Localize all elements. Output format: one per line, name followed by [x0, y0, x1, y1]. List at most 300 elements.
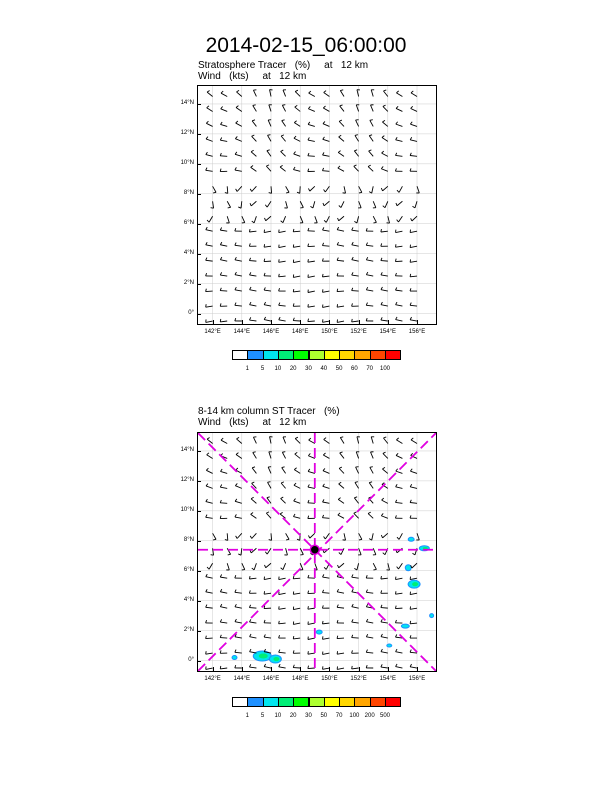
wind-barb — [352, 619, 359, 623]
wind-barb — [337, 227, 344, 231]
wind-barb — [354, 497, 358, 504]
wind-barb — [352, 650, 359, 653]
wind-barb — [381, 605, 388, 608]
wind-barb — [220, 574, 227, 578]
wind-barb — [343, 186, 346, 193]
wind-barb — [252, 135, 257, 141]
wind-barb — [410, 635, 417, 638]
wind-barb — [206, 289, 213, 292]
wind-barb — [308, 228, 315, 231]
wind-barb — [293, 591, 300, 594]
wind-barb — [236, 90, 241, 96]
tracer-contour — [401, 624, 409, 628]
wind-barb — [340, 452, 344, 459]
colorbar-label: 30 — [305, 366, 312, 372]
wind-barb — [220, 303, 227, 306]
wind-barb — [352, 227, 359, 231]
wind-barb — [396, 664, 403, 668]
wind-barb — [220, 288, 227, 291]
wind-barb — [279, 621, 286, 624]
wind-barb — [324, 91, 330, 97]
y-tick-label: 10°N — [180, 159, 194, 166]
wind-barb — [206, 666, 213, 669]
wind-barb — [235, 483, 241, 488]
wind-barb — [251, 150, 256, 156]
wind-barb — [370, 452, 373, 459]
wind-barb — [381, 513, 388, 518]
wind-barb — [381, 258, 388, 261]
wind-barb — [356, 467, 359, 474]
wind-barb — [366, 575, 373, 578]
wind-barb — [252, 467, 256, 474]
wind-barb — [396, 91, 402, 97]
wind-barb — [396, 649, 403, 653]
wind-barb — [396, 106, 402, 111]
x-tick-mark — [359, 320, 360, 324]
wind-barb — [366, 243, 373, 247]
wind-barb — [322, 274, 329, 277]
panel1-title: Stratosphere Tracer (%) at 12 km — [198, 60, 369, 71]
wind-barb — [250, 634, 257, 638]
wind-barb — [235, 575, 242, 578]
wind-barb — [207, 437, 212, 443]
wind-barb — [410, 245, 417, 248]
wind-barb — [251, 166, 257, 172]
wind-barb — [265, 563, 271, 568]
colorbar-label: 30 — [305, 713, 312, 719]
wind-barb — [293, 274, 300, 277]
wind-barb — [282, 105, 285, 112]
tracer-contour — [316, 630, 322, 634]
wind-barb — [206, 152, 213, 156]
wind-barb — [293, 229, 300, 232]
wind-barb — [206, 636, 213, 639]
wind-barb — [370, 120, 373, 127]
wind-barb — [308, 244, 315, 247]
wind-barb — [252, 120, 256, 127]
x-tick-label: 146°E — [262, 329, 280, 335]
wind-barb — [397, 563, 403, 569]
wind-barb — [381, 576, 388, 579]
wind-barb — [322, 590, 329, 593]
wind-barb — [293, 607, 300, 610]
wind-barb — [206, 515, 213, 519]
tracer-contour — [232, 656, 237, 660]
wind-barb — [264, 317, 271, 321]
wind-barb — [352, 272, 359, 276]
wind-barb — [297, 186, 300, 193]
wind-barb — [249, 664, 256, 668]
colorbar-swatch — [339, 350, 355, 360]
wind-barb — [395, 606, 402, 609]
y-tick-mark — [197, 451, 201, 452]
wind-barb — [411, 91, 417, 97]
wind-barb — [381, 186, 387, 191]
panel1-subtitle: Wind (kts) at 12 km — [198, 71, 307, 82]
wind-barb — [236, 533, 242, 538]
wind-barb — [206, 273, 213, 276]
wind-barb — [366, 272, 373, 276]
wind-barb — [236, 186, 242, 191]
colorbar-label: 70 — [366, 366, 374, 372]
wind-barb — [337, 304, 344, 307]
wind-barb — [280, 512, 285, 518]
wind-barb — [382, 467, 387, 473]
wind-barb — [206, 168, 213, 172]
wind-barb — [368, 512, 373, 518]
wind-barb — [250, 619, 257, 623]
wind-barb — [381, 590, 388, 593]
wind-barb — [337, 258, 344, 262]
wind-barb — [396, 122, 403, 127]
wind-barb — [235, 257, 242, 261]
tracer-contour — [408, 537, 414, 541]
wind-barb — [206, 574, 213, 578]
wind-barb — [396, 484, 403, 488]
wind-barb — [249, 576, 256, 579]
y-tick-label: 6°N — [183, 219, 194, 226]
wind-barb — [340, 437, 344, 444]
wind-barb — [366, 619, 373, 623]
wind-barb — [300, 201, 303, 208]
wind-barb — [279, 577, 286, 580]
wind-barb — [308, 259, 315, 262]
wind-barb — [238, 548, 242, 555]
wind-barb — [354, 216, 358, 223]
colorbar-label: 50 — [335, 366, 343, 372]
wind-barb — [381, 317, 388, 321]
wind-barb — [339, 120, 344, 126]
y-tick-label: 8°N — [183, 189, 194, 196]
wind-barb — [337, 666, 344, 669]
wind-barb — [220, 500, 227, 503]
wind-barb — [206, 589, 213, 593]
wind-barb — [236, 121, 242, 126]
wind-barb — [284, 548, 287, 555]
wind-barb — [308, 651, 315, 654]
y-tick-mark — [197, 481, 201, 482]
wind-barb — [282, 467, 286, 474]
wind-barb — [368, 165, 373, 171]
wind-barb — [264, 591, 271, 594]
wind-barb — [356, 120, 359, 127]
colorbar-label: 10 — [274, 713, 282, 719]
y-tick-label: 8°N — [183, 536, 194, 543]
wind-barb — [323, 574, 330, 578]
wind-barb — [395, 273, 402, 276]
x-tick-label: 148°E — [291, 329, 309, 335]
colorbar-swatch — [324, 697, 340, 707]
wind-barb — [308, 575, 315, 578]
wind-barb — [293, 260, 300, 263]
wind-barb — [265, 201, 271, 207]
wind-barb — [235, 136, 241, 141]
wind-barb — [267, 482, 271, 489]
wind-barb — [366, 303, 373, 306]
wind-barb — [294, 152, 301, 157]
wind-barb — [264, 302, 271, 306]
colorbar-label: 70 — [335, 713, 343, 719]
wind-barb — [250, 649, 257, 653]
wind-barb — [410, 168, 417, 171]
wind-barb — [396, 469, 403, 474]
x-tick-label: 152°E — [350, 676, 367, 682]
y-tick-label: 0° — [188, 656, 194, 663]
tracer-contour — [387, 644, 392, 647]
wind-barb — [279, 650, 286, 653]
colorbar-label: 500 — [379, 713, 390, 719]
wind-barb — [221, 107, 227, 112]
wind-barb — [235, 590, 242, 594]
wind-barb — [324, 533, 330, 539]
wind-barb — [264, 634, 271, 638]
wind-barb — [281, 135, 285, 141]
wind-barb — [323, 652, 330, 655]
wind-barb — [411, 438, 417, 444]
wind-barb — [206, 468, 212, 473]
wind-barb — [397, 533, 402, 539]
wind-barb — [235, 303, 242, 306]
colorbar-label: 20 — [289, 366, 297, 372]
wind-barb — [220, 589, 227, 593]
wind-barb — [381, 302, 388, 306]
wind-barb — [337, 289, 344, 292]
wind-barb — [323, 201, 329, 206]
x-tick-mark — [213, 320, 214, 324]
wind-barb — [381, 229, 388, 232]
wind-barb — [396, 201, 402, 206]
wind-barb — [286, 533, 289, 540]
wind-barb — [340, 105, 344, 112]
wind-barb — [410, 621, 417, 624]
wind-barb — [366, 590, 373, 594]
wind-barb — [235, 514, 242, 518]
colorbar-swatch — [324, 350, 340, 360]
tracer-contour-inner — [259, 654, 268, 659]
wind-barb — [295, 452, 300, 458]
wind-barb — [381, 166, 388, 171]
wind-barb — [337, 651, 344, 654]
wind-barb — [295, 90, 300, 96]
wind-barb — [396, 577, 403, 580]
wind-barb — [359, 533, 362, 540]
colorbar-label: 1 — [245, 366, 249, 372]
wind-barb — [235, 665, 242, 668]
wind-barb — [220, 319, 227, 322]
wind-barb — [337, 605, 344, 609]
wind-barb — [220, 272, 227, 276]
colorbar-swatch — [309, 350, 325, 360]
wind-barb — [338, 563, 344, 568]
y-tick-mark — [197, 661, 201, 662]
y-tick-mark — [197, 254, 201, 255]
wind-barb — [410, 484, 417, 488]
wind-barb — [206, 605, 213, 609]
wind-barb — [396, 230, 403, 233]
wind-barb — [373, 216, 376, 223]
wind-barb — [381, 533, 387, 538]
colorbar-swatch — [278, 697, 294, 707]
wind-barb — [323, 484, 330, 489]
wind-barb — [308, 319, 315, 322]
wind-barb — [395, 515, 402, 518]
wind-barb — [323, 121, 329, 126]
wind-barb — [337, 319, 344, 322]
wind-barb — [264, 244, 271, 247]
wind-barb — [308, 500, 315, 503]
y-tick-mark — [197, 571, 201, 572]
wind-barb — [300, 548, 303, 555]
wind-barb — [352, 303, 359, 306]
wind-barb — [338, 151, 344, 157]
tracer-contour — [430, 614, 434, 618]
wind-barb — [253, 452, 257, 459]
wind-barb — [308, 275, 315, 278]
colorbar-swatch — [339, 697, 355, 707]
wind-barb — [395, 500, 402, 504]
wind-barb — [251, 497, 256, 503]
wind-barb — [235, 152, 242, 156]
wind-barb — [308, 106, 314, 111]
x-tick-mark — [271, 667, 272, 671]
wind-barb — [213, 533, 216, 540]
wind-barb — [381, 287, 388, 291]
wind-barb — [381, 664, 388, 668]
colorbar-swatch — [354, 697, 370, 707]
wind-barb — [395, 620, 402, 623]
x-tick-mark — [417, 320, 418, 324]
y-tick-label: 14°N — [180, 446, 194, 453]
x-tick-label: 150°E — [321, 676, 338, 682]
wind-barb — [279, 245, 286, 248]
y-tick-label: 4°N — [183, 249, 194, 256]
wind-barb — [293, 167, 300, 171]
wind-barb — [397, 186, 402, 192]
x-tick-label: 156°E — [408, 676, 426, 682]
wind-barb — [279, 317, 286, 321]
wind-barb — [381, 649, 388, 653]
wind-barb — [366, 318, 373, 321]
colorbar-swatch — [263, 697, 279, 707]
wind-barb — [373, 201, 376, 208]
wind-barb — [310, 201, 314, 208]
wind-barb — [252, 216, 257, 223]
colorbar-swatch — [385, 697, 401, 707]
wind-barb — [242, 216, 245, 223]
y-tick-mark — [197, 631, 201, 632]
wind-barb — [323, 319, 330, 322]
wind-barb — [308, 622, 315, 625]
wind-barb — [294, 121, 300, 127]
x-tick-mark — [213, 667, 214, 671]
wind-barb — [323, 499, 330, 503]
wind-barb — [279, 288, 286, 291]
wind-barb — [293, 576, 300, 579]
wind-barb — [338, 166, 344, 171]
wind-barb — [211, 201, 214, 208]
wind-barb — [220, 242, 227, 246]
wind-barb — [354, 512, 359, 518]
wind-barb — [264, 287, 271, 291]
wind-barb — [281, 216, 286, 222]
wind-barb — [322, 258, 329, 261]
wind-barb — [206, 242, 213, 246]
wind-barb — [410, 303, 417, 306]
panel2-title: 8-14 km column ST Tracer (%) — [198, 406, 340, 417]
wind-barb — [253, 105, 257, 112]
x-tick-mark — [388, 320, 389, 324]
wind-barb — [324, 216, 329, 222]
wind-barb — [236, 106, 242, 112]
wind-barb — [220, 169, 227, 172]
colorbar-label: 50 — [320, 713, 328, 719]
wind-barb — [308, 591, 315, 594]
wind-barb — [265, 216, 271, 221]
wind-barb — [383, 105, 388, 111]
colorbar-label: 200 — [364, 713, 375, 719]
wind-barb — [383, 437, 387, 444]
wind-barb — [249, 229, 256, 232]
wind-barb — [383, 90, 387, 97]
wind-barb — [322, 243, 329, 246]
wind-barb — [220, 257, 227, 261]
wind-barb — [250, 272, 257, 276]
wind-barb — [370, 105, 373, 112]
colorbar-label: 10 — [274, 366, 282, 372]
wind-barb — [381, 634, 388, 638]
x-tick-mark — [329, 667, 330, 671]
panel2-map — [197, 432, 437, 672]
wind-barb — [238, 201, 242, 208]
wind-barb — [366, 287, 373, 291]
wind-barb — [220, 469, 227, 473]
wind-barb — [308, 153, 315, 156]
wind-barb — [410, 515, 417, 518]
wind-barb — [324, 438, 330, 444]
wind-barb — [250, 302, 257, 306]
wind-barb — [410, 592, 417, 595]
colorbar-swatch — [232, 350, 248, 360]
wind-barb — [308, 666, 315, 669]
wind-barb — [206, 484, 213, 489]
wind-barb — [250, 186, 256, 191]
wind-barb — [279, 592, 286, 595]
wind-barb — [293, 318, 300, 321]
y-tick-label: 14°N — [180, 99, 194, 106]
wind-barb — [207, 453, 213, 459]
wind-barb — [355, 482, 359, 489]
wind-barb — [264, 606, 271, 609]
wind-barb — [279, 230, 286, 233]
wind-barb — [337, 636, 344, 639]
wind-barb — [352, 319, 359, 322]
x-tick-mark — [271, 320, 272, 324]
wind-barb — [293, 303, 300, 306]
wind-barb — [337, 620, 344, 623]
x-tick-label: 142°E — [204, 329, 221, 335]
colorbar-swatch — [354, 350, 370, 360]
wind-barb — [308, 484, 315, 488]
wind-barb — [283, 90, 286, 97]
wind-barb — [322, 621, 329, 624]
wind-barb — [308, 137, 315, 141]
colorbar-swatch — [278, 350, 294, 360]
wind-barb — [396, 137, 403, 141]
wind-barb — [308, 304, 315, 307]
wind-barb — [286, 186, 289, 193]
storm-center-marker — [310, 545, 319, 554]
wind-barb — [279, 274, 286, 277]
